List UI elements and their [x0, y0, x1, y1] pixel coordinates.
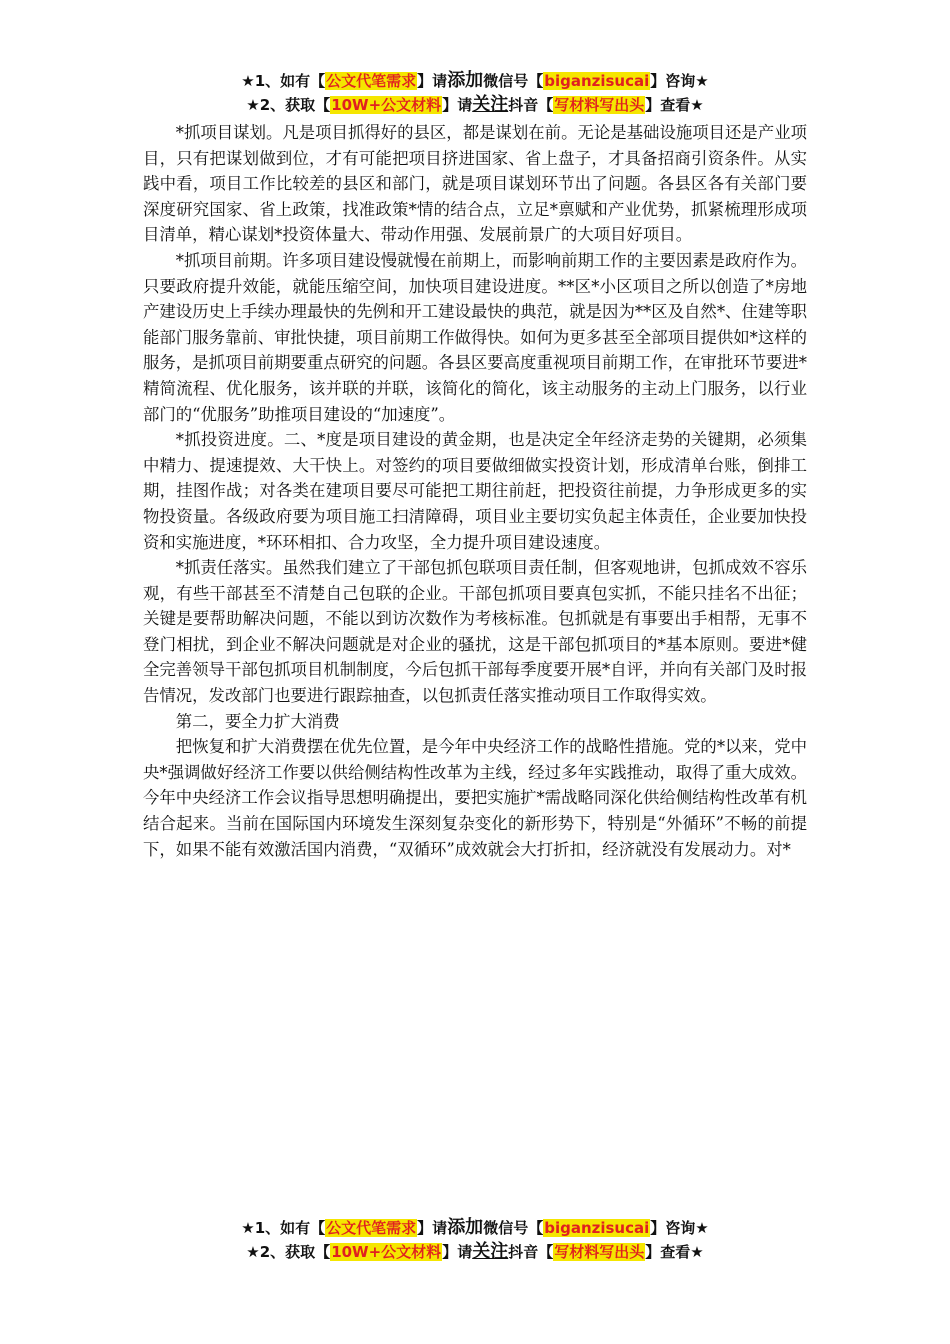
- section-heading: 第二，要全力扩大消费: [175, 711, 340, 731]
- banner-text: 】查看★: [645, 1243, 704, 1261]
- banner-text: 微信号【: [483, 72, 544, 90]
- banner-text: ★2、获取【: [246, 96, 331, 114]
- header-banner: [0, 69, 950, 117]
- banner-text: 】咨询★: [650, 1219, 709, 1237]
- highlight-text: 公文代笔需求: [326, 72, 417, 90]
- banner-line-2: [0, 1240, 950, 1264]
- banner-text: 抖音【: [508, 1243, 554, 1261]
- highlight-text: 公文代笔需求: [326, 1219, 417, 1237]
- emphasis-text: 关注: [472, 1241, 509, 1262]
- emphasis-text: 添加: [447, 1217, 484, 1238]
- highlight-text: 10W+公文材料: [331, 1243, 442, 1261]
- banner-line-1: [0, 69, 950, 93]
- banner-text: 抖音【: [508, 96, 554, 114]
- footer-banner: [0, 1216, 950, 1264]
- banner-line-2: [0, 93, 950, 117]
- paragraph: *抓项目谋划。凡是项目抓得好的县区，都是谋划在前。无论是基础设施项目还是产业项目，只有把谋划做到位，才有可能把项目挤进国家、省上盘子，才具备招商引资条件。从实践中看，项目工作比较差的县区和部门，就是项目谋划环节出了问题。各县区各有关部门要深度研究国家、省上政策，找准政策*情的结合点，立足*禀赋和产业优势，抓紧梳理形成项目清单，精心谋划*投资体量大、带动作用强、发展前景广的大项目好项目。: [143, 123, 807, 245]
- highlight-text: 10W+公文材料: [331, 96, 442, 114]
- banner-text: 】请: [417, 72, 448, 90]
- banner-line-1: [0, 1216, 950, 1240]
- paragraph: *抓责任落实。虽然我们建立了干部包抓包联项目责任制，但客观地讲，包抓成效不容乐观，有些干部甚至不清楚自己包联的企业。干部包抓项目要真包实抓，不能只挂名不出征；关键是要帮助解决问题，不能以到访次数作为考核标准。包抓就是有事要出手相帮，无事不登门相扰，到企业不解决问题就是对企业的骚扰，这是干部包抓项目的*基本原则。要进*健全完善领导干部包抓项目机制制度，今后包抓干部每季度要开展*自评，并向有关部门及时报告情况，发改部门也要进行跟踪抽查，以包抓责任落实推动项目工作取得实效。: [143, 558, 807, 706]
- emphasis-text: 关注: [472, 94, 509, 115]
- document-body: [143, 120, 807, 862]
- banner-text: 微信号【: [483, 1219, 544, 1237]
- banner-text: 】查看★: [645, 96, 704, 114]
- paragraph: 把恢复和扩大消费摆在优先位置，是今年中央经济工作的战略性措施。党的*以来，党中央*强调做好经济工作要以供给侧结构性改革为主线，经过多年实践推动，取得了重大成效。今年中央经济工作会议指导思想明确提出，要把实施扩*需战略同深化供给侧结构性改革有机结合起来。当前在国际国内环境发生深刻复杂变化的新形势下，特别是“外循环”不畅的前提下，如果不能有效激活国内消费，“双循环”成效就会大打折扣，经济就没有发展动力。对*: [143, 737, 807, 859]
- paragraph: *抓项目前期。许多项目建设慢就慢在前期上，而影响前期工作的主要因素是政府作为。只要政府提升效能，就能压缩空间，加快项目建设进度。**区*小区项目之所以创造了*房地产建设历史上手续办理最快的先例和开工建设最快的典范，就是因为**区及自然*、住建等职能部门服务靠前、审批快捷，项目前期工作做得快。如何为更多甚至全部项目提供如*这样的服务，是抓项目前期要重点研究的问题。各县区要高度重视项目前期工作，在审批环节要进*精简流程、优化服务，该并联的并联，该简化的简化，该主动服务的主动上门服务，以行业部门的“优服务”助推项目建设的“加速度”。: [143, 250, 807, 424]
- emphasis-text: 添加: [447, 70, 484, 91]
- banner-text: 】请: [442, 96, 473, 114]
- highlight-text: 写材料写出头: [554, 96, 645, 114]
- paragraph: *抓投资进度。二、*度是项目建设的黄金期，也是决定全年经济走势的关键期，必须集中精力、提速提效、大干快上。对签约的项目要做细做实投资计划，形成清单台账，倒排工期，挂图作战；对各类在建项目要尽可能把工期往前赶，把投资往前提，力争形成更多的实物投资量。各级政府要为项目施工扫清障碍，项目业主要切实负起主体责任，企业要加快投资和实施进度，*环环相扣、合力攻坚，全力提升项目建设速度。: [143, 430, 807, 552]
- highlight-text: biganzisucai: [544, 72, 650, 90]
- highlight-text: biganzisucai: [544, 1219, 650, 1237]
- banner-text: ★2、获取【: [246, 1243, 331, 1261]
- banner-text: 】请: [417, 1219, 448, 1237]
- banner-text: 】请: [442, 1243, 473, 1261]
- banner-text: ★1、如有【: [241, 72, 326, 90]
- highlight-text: 写材料写出头: [554, 1243, 645, 1261]
- banner-text: ★1、如有【: [241, 1219, 326, 1237]
- banner-text: 】咨询★: [650, 72, 709, 90]
